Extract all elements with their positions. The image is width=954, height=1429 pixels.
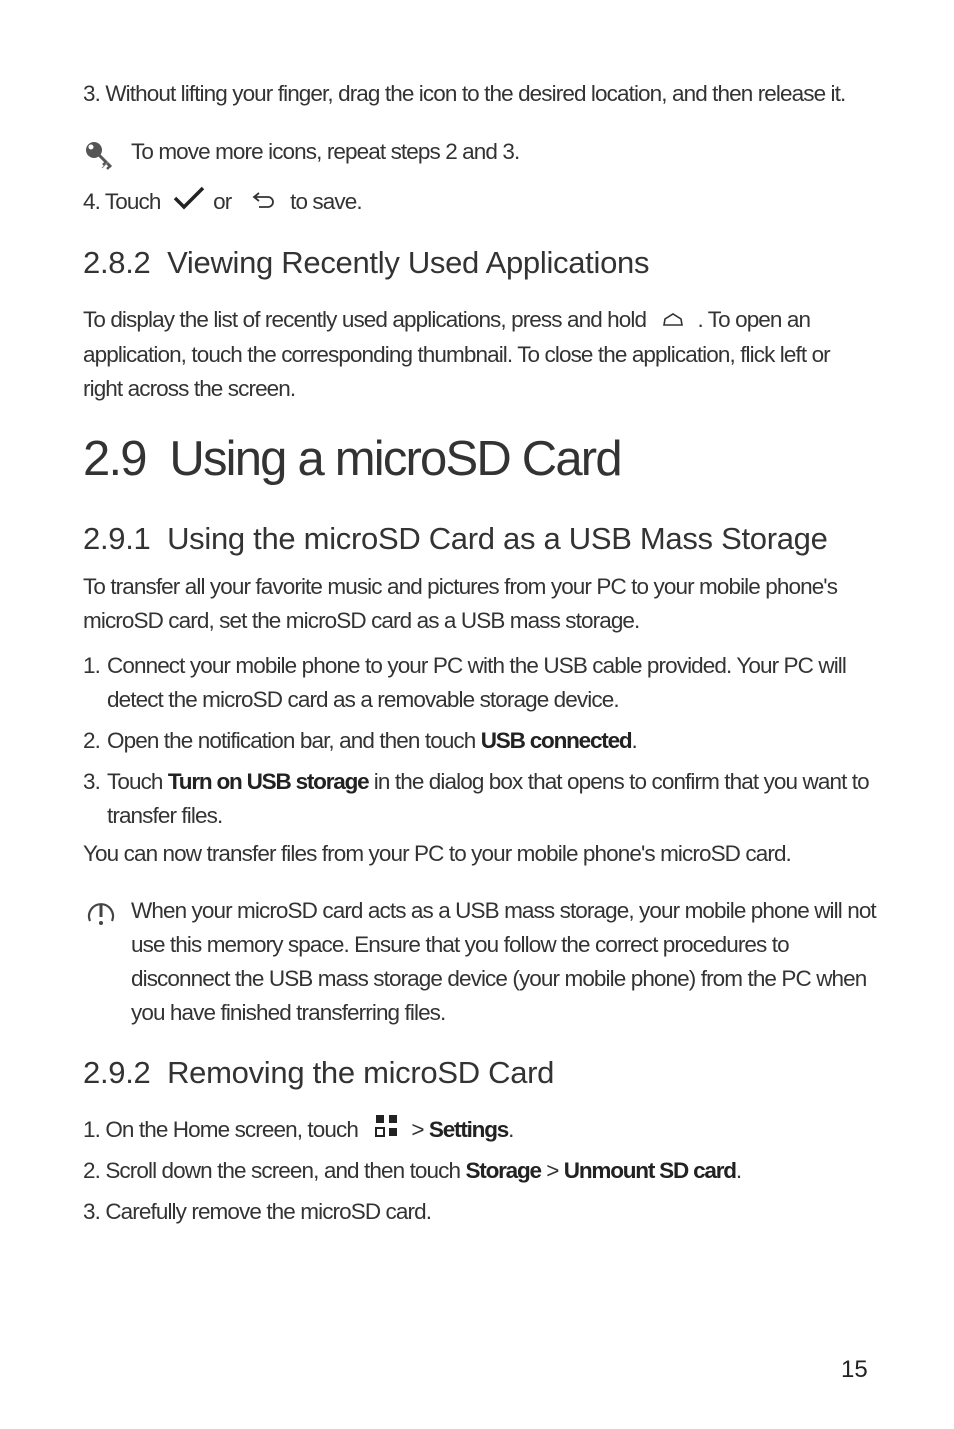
tip-key-icon [84, 139, 118, 176]
page-number: 15 [841, 1356, 868, 1383]
section-2-9-2-heading: 2.9.2 Removing the microSD Card [83, 1055, 555, 1090]
section-2-9-heading: 2.9 Using a microSD Card [83, 432, 621, 486]
usb-storage-intro: To transfer all your favorite music and pictures from your PC to your mobile phone's microSD card, set the microSD card as a USB mass storage. [83, 574, 838, 633]
section-2-8-2-heading: 2.8.2 Viewing Recently Used Applications [83, 245, 650, 280]
checkmark-icon [172, 185, 206, 221]
warning-icon [84, 896, 118, 935]
section-2-9-1-heading: 2.9.1 Using the microSD Card as a USB Mass Storage [83, 521, 828, 556]
usb-step-2: 2. Open the notification bar, and then touch USB connected. [83, 728, 637, 753]
remove-step-3: 3. Carefully remove the microSD card. [83, 1199, 432, 1224]
home-icon [661, 304, 685, 338]
step-3-drag-icon: 3. Without lifting your finger, drag the icon to the desired location, and then release it. [83, 81, 846, 106]
usb-step-3: 3. Touch Turn on USB storage in the dialog box that opens to confirm that you want to transfer files. [83, 769, 869, 828]
remove-step-2: 2. Scroll down the screen, and then touch Storage > Unmount SD card. [83, 1158, 742, 1183]
usb-step-1: 1. Connect your mobile phone to your PC with the USB cable provided. Your PC will detect the microSD card as a removable storage device. [83, 653, 846, 712]
tip-move-icons: To move more icons, repeat steps 2 and 3. [131, 139, 520, 164]
transfer-line: You can now transfer files from your PC to your mobile phone's microSD card. [83, 841, 791, 866]
back-arrow-icon [251, 186, 277, 220]
step-4-save: 4. Touch or to save. [83, 185, 362, 221]
apps-grid-icon [375, 1114, 399, 1148]
remove-step-1: 1. On the Home screen, touch > Settings. [83, 1113, 513, 1148]
recent-apps-paragraph: To display the list of recently used applications, press and hold . To open an application, touch the corresponding thumbnail. To close the application, flick left or right across the screen. [83, 303, 873, 406]
usb-warning-note: When your microSD card acts as a USB mass storage, your mobile phone will not use this memory space. Ensure that you follow the correct procedures to disconnect the USB mass storage device (your mobile phone) from the PC when you have finished transferring files. [131, 898, 876, 1025]
